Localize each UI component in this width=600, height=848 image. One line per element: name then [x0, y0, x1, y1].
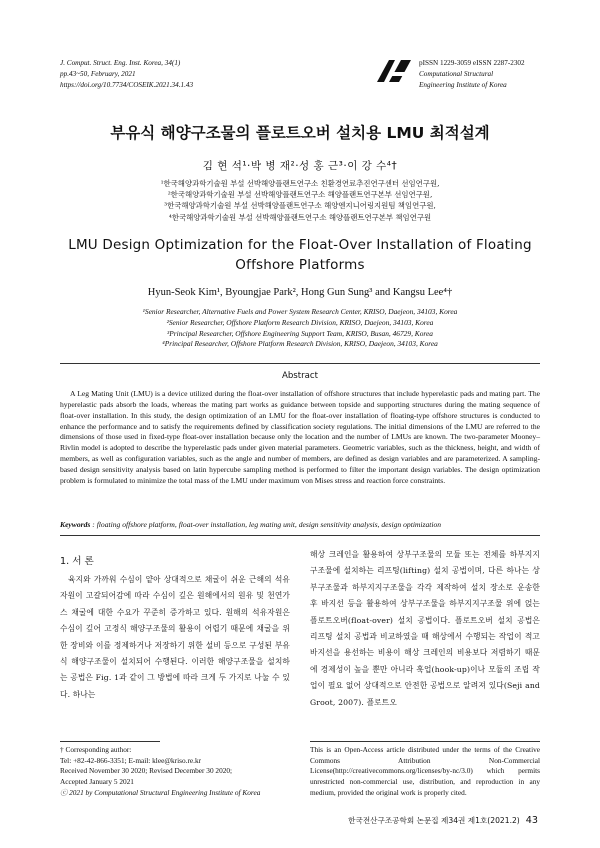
body-paragraph-right: 해상 크레인을 활용하여 상부구조물의 모듈 또는 전체를 하부지지구조물에 설치하는 리프팅(lifting) 설치 공법이며, 다른 하나는 상부구조물과 하부지지구조물을 각각 제작하여 설치 장소로 운송한 후 바지선 등을 활용하여 상부구조물을 하부지지구조물 위에 얹는 플로트오버(float-over) 설치 공법이다. 플로트오버 설치 공법은 리프팅 설치 공법과 비교하였을 때 해상에서 수행되는 작업이 적고 바지선을 용선하는 비용이 해상 크레인의 비용보다 저렴하기 때문에 경제성이 높을 뿐만 아니라 훅업(hook-up)이나 모듈의 조립 작업이 필요 없어 상대적으로 안전한 공법으로 알려져 있다(Seji and Groot, 2007). 플로트오 [310, 550, 540, 707]
affiliation-en-1: ¹Senior Researcher, Alternative Fuels and Power System Research Center, KRISO, Daejeon, 34103, Korea [142, 307, 458, 316]
affiliation-ko-2: ²한국해양과학기술원 부설 선박해양플랜트연구소 해양플랜트연구본부 선임연구원, [167, 190, 433, 200]
section-heading-introduction: 1. 서 론 [60, 556, 94, 567]
authors-korean: 김 현 석¹·박 병 재²·성 홍 근³·이 강 수⁴† [202, 160, 398, 172]
footnote-copyright: ⓒ 2021 by Computational Structural Engineering Institute of Korea [60, 787, 261, 797]
affiliation-ko-4: ⁴한국해양과학기술원 부설 선박해양플랜트연구소 해양플랜트연구본부 책임연구원 [168, 212, 432, 222]
society-logo-icon [375, 58, 413, 84]
paper-title-english [40, 235, 560, 275]
paper-title-korean: 부유식 해양구조물의 플로트오버 설치용 LMU 최적설계 [110, 124, 490, 142]
page-footer [348, 815, 538, 826]
footnote-contact: Tel: +82-42-866-3351; E-mail: klee@kriso.re.kr [60, 755, 202, 765]
society-name-line1: Computational Structural [419, 70, 494, 78]
journal-pages: pp.43~50, February, 2021 [60, 70, 136, 78]
keywords-label: Keywords [60, 520, 91, 529]
footnote-accepted: Accepted January 5 2021 [60, 777, 134, 787]
footer-journal-issue: 한국전산구조공학회 논문집 제34권 제1호(2021.2) [348, 816, 520, 825]
affiliations-english [0, 307, 600, 350]
affiliation-ko-1: ¹한국해양과학기술원 부설 선박해양플랜트연구소 친환경연료추진연구센터 선임연구원, [160, 179, 440, 188]
affiliation-en-4: ⁴Principal Researcher, Offshore Platform Research Division, KRISO, Daejeon, 34103, Korea [162, 339, 438, 349]
footnote-received: Received November 30 2020; Revised December 30 2020; [60, 766, 233, 776]
affiliation-ko-3: ³한국해양과학기술원 부설 선박해양플랜트연구소 해양엔지니어링지원팀 책임연구원, [164, 201, 436, 211]
journal-citation [60, 58, 193, 91]
title-en-line-1: LMU Design Optimization for the Float-Over Installation of Floating [68, 237, 532, 253]
page-number: 43 [525, 815, 538, 826]
footnote-corresponding: † Corresponding author: [60, 745, 132, 754]
journal-name: J. Comput. Struct. Eng. Inst. Korea, 34(1) [60, 59, 181, 67]
open-access-notice: This is an Open-Access article distributed under the terms of the Creative Commons Attribution Non-Commercial License(http://creativecommons.org/licenses/by-nc/3.0) which permits unrestricted non-commercial use, distribution, and reproduction in any medium, provided the original work is properly cited. [310, 745, 540, 797]
affiliation-en-3: ³Principal Researcher, Offshore Engineering Support Team, KRISO, Busan, 46729, Korea [167, 328, 433, 338]
footnote-rule-left [60, 741, 160, 742]
abstract-text: A Leg Mating Unit (LMU) is a device utilized during the float-over installation of offshore structures that include hyperelastic pads and mating part. The hyperelastic pads absorb the loads, whereas the mating part works as guidance between topside and supporting structures during the mating sequence of float-over installation. In this study, the design optimization of an LMU for the float-over installation of floating-type offshore structures is conducted to enhance the performance and to satisfy the requirements defined by classification society regulations. The initial dimensions of the LMU are referred to the dimensions of those used in fixed-type float-over installation because only the location and the number of LMUs are known. The two-parameter Mooney–Rivlin model is adopted to describe the hyperelastic pads under given material parameters. Geometric variables, such as the thickness, height, and width of members, as well as configuration variables, such as the angle and number of members, are defined as design variables and are parameterized. A sampling-based design sensitivity analysis based on latin hypercube sampling method is performed to filter the important design variables. The design optimization problem is formulated to minimize the total mass of the LMU under maximum von Mises stress and reaction force constraints. [60, 389, 540, 485]
abstract-top-rule [60, 363, 540, 364]
issn: pISSN 1229-3059 eISSN 2287-2302 [419, 59, 525, 67]
body-paragraph-left: 육지와 가까워 수심이 얕아 상대적으로 채굴이 쉬운 근해의 석유 자원이 고갈되어감에 따라 수심이 깊은 원해에서의 원유 및 천연가스 채굴에 대한 수요가 꾸준히 증가하고 있다. 원해의 석유자원은 수심이 깊어 고정식 해양구조물의 활용이 어렵기 때문에 채굴을 위한 장비와 이를 정제하거나 저장하기 위한 설비 등으로 구성된 부유식 해양구조물이 설치되어 수행된다. 이러한 해양구조물을 설치하는 공법은 Fig. 1과 같이 그 방법에 따라 크게 두 가지로 나눌 수 있다. 하나는 [60, 575, 290, 699]
abstract-heading: Abstract [281, 371, 319, 381]
affiliations-korean [0, 178, 600, 223]
corresponding-author-footnote [60, 745, 300, 799]
keywords-list: : floating offshore platform, float-over installation, leg mating unit, design sensitivity analysis, design optimization [90, 520, 442, 529]
journal-issn-block [419, 58, 525, 91]
footnote-rule-right [310, 741, 540, 742]
society-name-line2: Engineering Institute of Korea [419, 81, 507, 89]
title-en-line-2: Offshore Platforms [235, 257, 365, 273]
abstract-bottom-rule [60, 535, 540, 536]
affiliation-en-2: ²Senior Researcher, Offshore Platform Research Division, KRISO, Daejeon, 34103, Korea [166, 317, 434, 327]
keywords [60, 520, 540, 529]
doi-link[interactable]: https://doi.org/10.7734/COSEIK.2021.34.1.43 [60, 81, 194, 89]
authors-english: Hyun-Seok Kim¹, Byoungjae Park², Hong Gun Sung³ and Kangsu Lee⁴† [147, 287, 453, 298]
